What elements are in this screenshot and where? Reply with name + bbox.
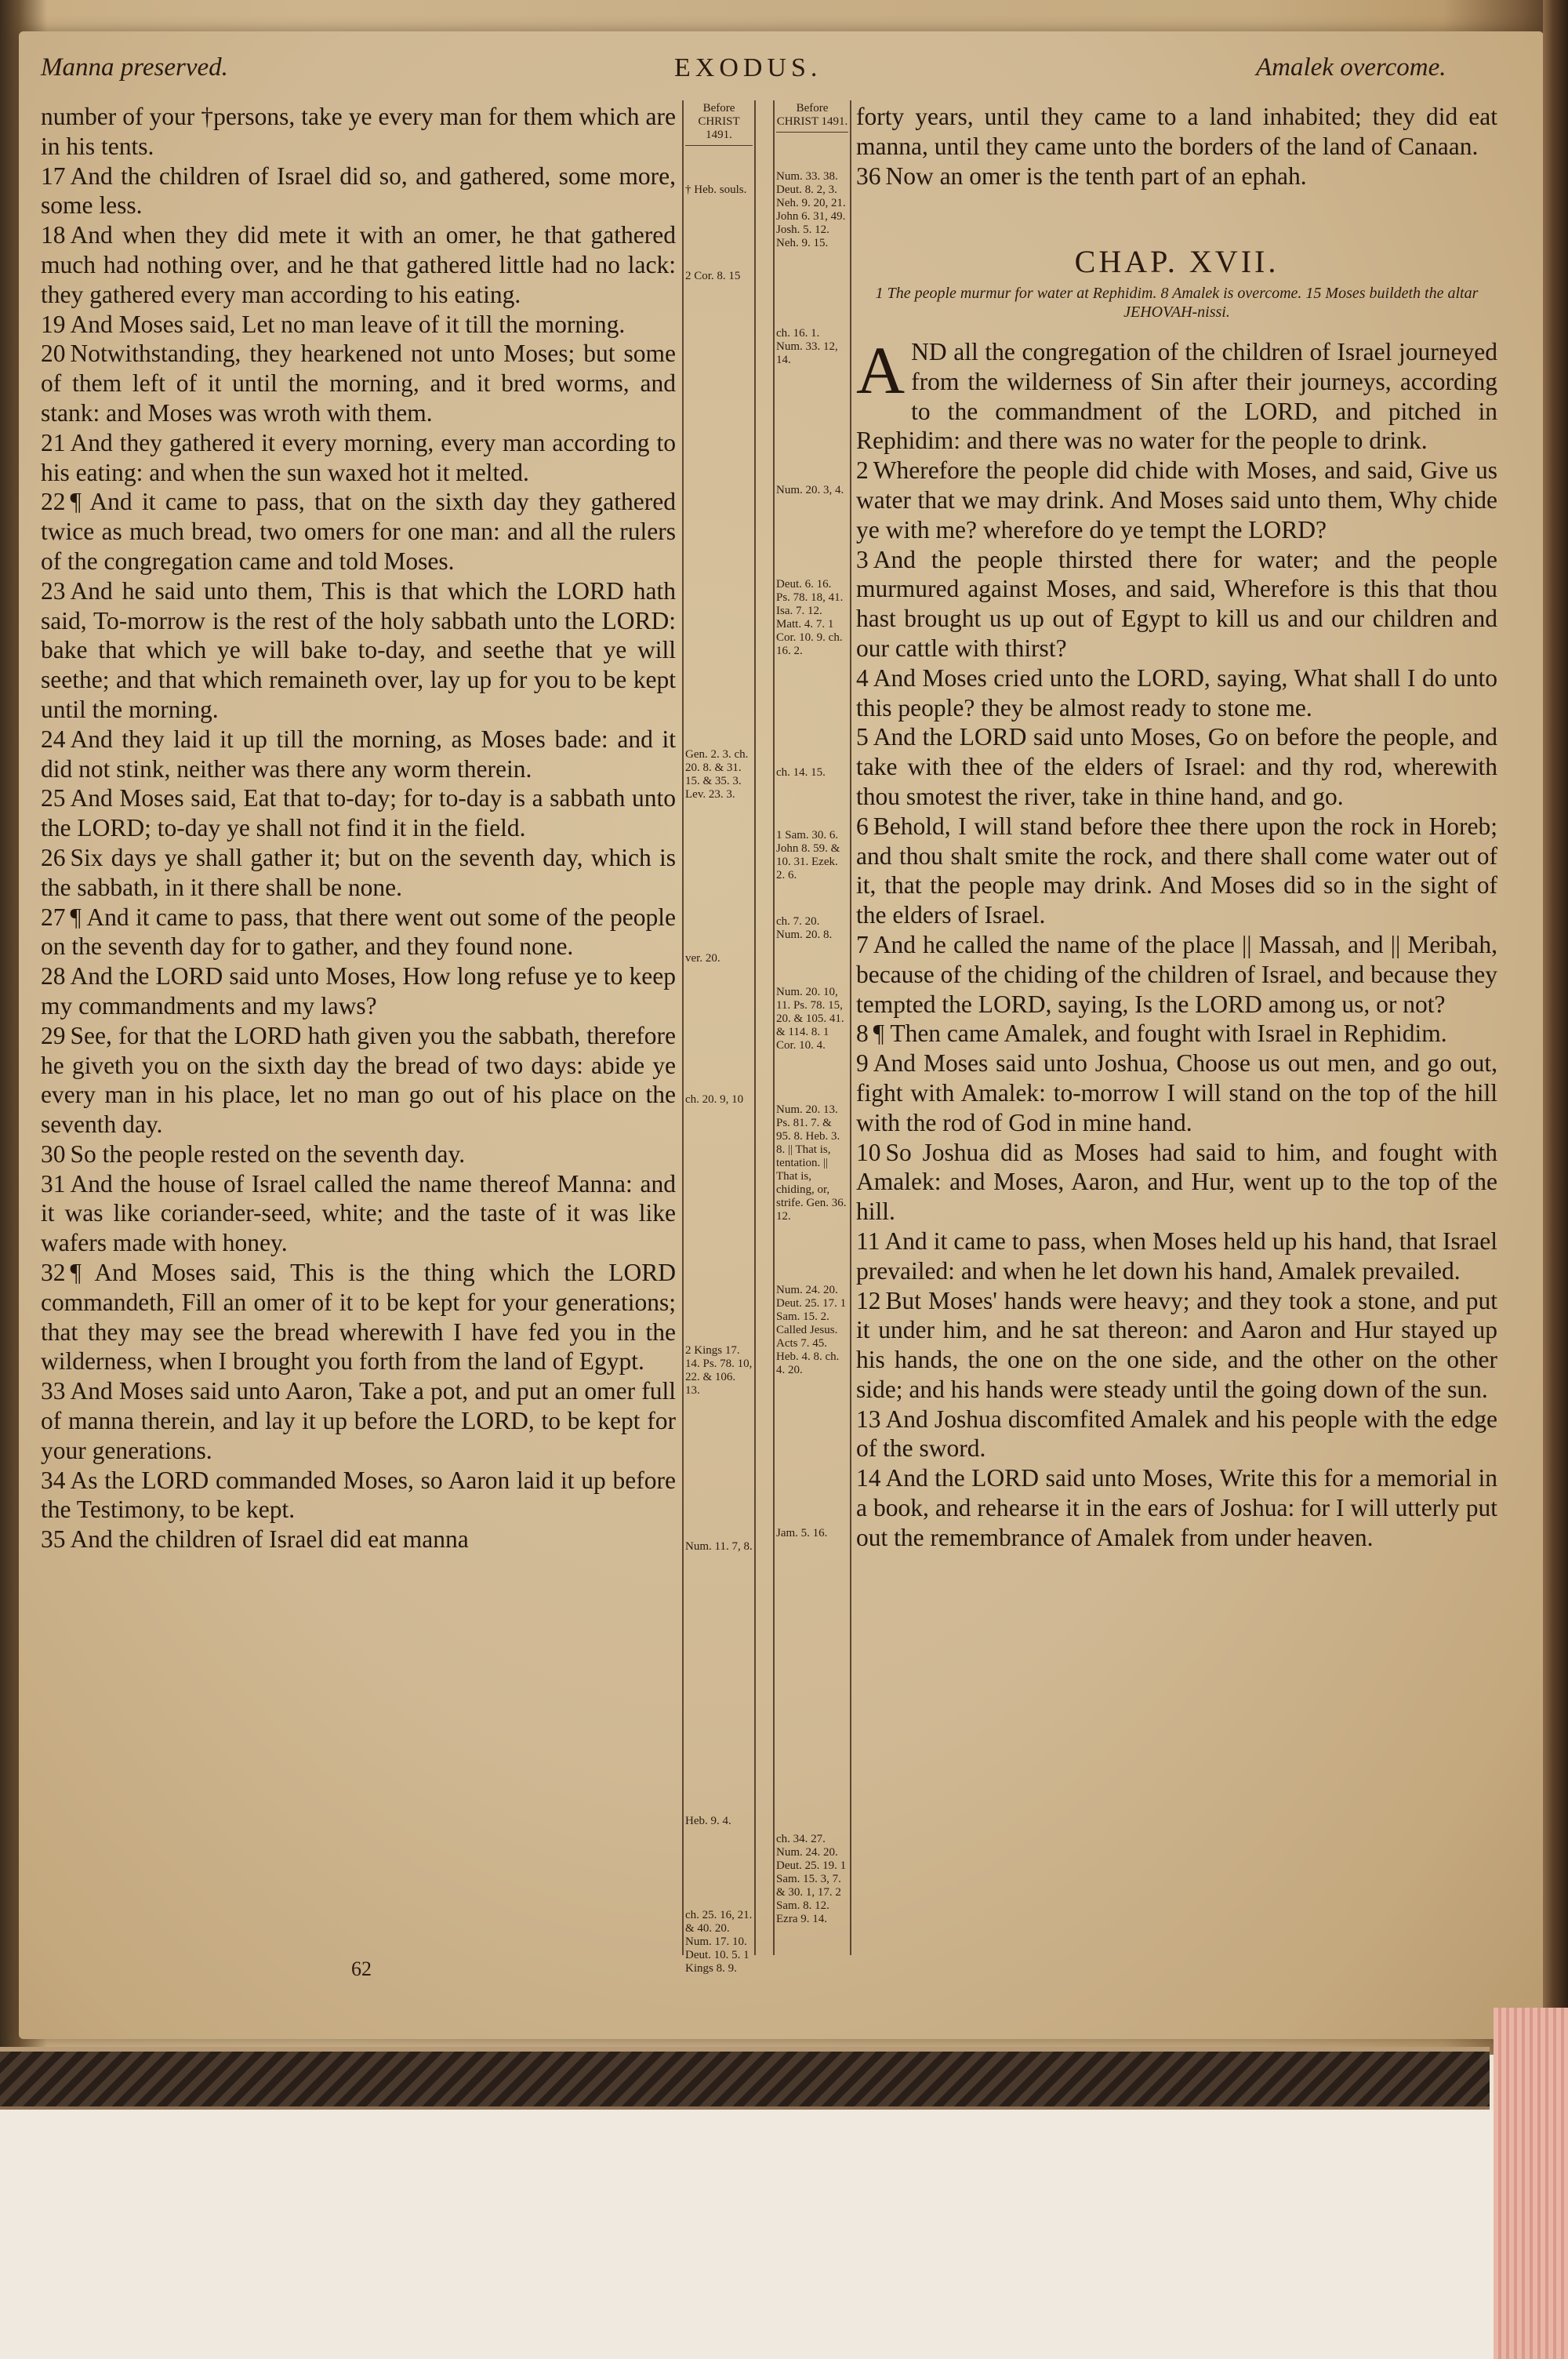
verse [41,1466,676,1525]
verse [41,1169,676,1258]
verse [41,961,676,1021]
column-rule [682,100,684,1955]
verse [41,339,676,427]
verse-text: Behold, I will stand before thee there upon the rock in Horeb; and thou shalt smite the rock, and there shall come water out of it, that the people may drink. And Moses did so in the sight of the elders of Israel. [856,812,1497,929]
right-text-column [856,333,1497,1553]
verse [856,1019,1497,1049]
cross-reference: 2 Cor. 8. 15 [685,270,741,282]
verse-text: And Moses said unto Aaron, Take a pot, and put an omer full of manna therein, and lay it up before the LORD, to be kept for your generations. [41,1377,676,1464]
cross-reference: ch. 20. 9, 10 [685,1093,744,1106]
verse [41,428,676,488]
verse-text: And the LORD said unto Moses, Go on before the people, and take with thee of the elders of Israel: and thy rod, wherewith thou smotest the river, take in thine hand, and go. [856,723,1497,810]
verse-text: And it came to pass, when Moses held up his hand, that Israel prevailed: and when he let down his hand, Amalek prevailed. [856,1227,1497,1285]
verse-text: Now an omer is the tenth part of an ephah. [885,162,1307,190]
cross-reference: Num. 24. 20. Deut. 25. 17. 1 Sam. 15. 2. Called Jesus. Acts 7. 45. Heb. 4. 8. ch. 4. 20. [776,1284,847,1376]
verse-text: And the people thirsted there for water; and the people murmured against Moses, and said, Wherefore is this that thou hast brought us up out of Egypt to kill us and our children and our cattle with thirst? [856,545,1497,662]
verse-text: Wherefore the people did chide with Moses, and said, Give us water that we may drink. And Moses said unto them, Why chide ye with me? wherefore do ye tempt the LORD? [856,456,1497,543]
verse [41,162,676,221]
verse-text: And when they did mete it with an omer, he that gathered much had nothing over, and he that gathered little had no lack: they gathered every man according to his eating. [41,221,676,308]
verse [41,310,676,340]
chapter-title: CHAP. XVII. [1074,244,1279,279]
verse-number: 3 [856,545,869,573]
verse-number: 31 [41,1169,66,1198]
verse-number: 25 [41,784,66,812]
cross-reference: † Heb. souls. [685,184,747,196]
verse-number: 9 [856,1049,869,1078]
verse-number: 17 [41,162,66,190]
page-edge-border [0,2047,1490,2111]
verse-number: 19 [41,310,66,338]
column-rule [850,100,851,1955]
cross-reference: Deut. 6. 16. Ps. 78. 18, 41. Isa. 7. 12. Matt. 4. 7. 1 Cor. 10. 9. ch. 16. 2. [776,578,844,657]
verse [41,1525,676,1554]
verse-text: And they gathered it every morning, every man according to his eating: and when the sun waxed hot it melted. [41,428,676,486]
verse [856,1138,1497,1227]
verse-number: 22 [41,488,66,516]
cross-reference: Jam. 5. 16. [776,1527,828,1539]
cross-reference: Num. 20. 13. Ps. 81. 7. & 95. 8. Heb. 3. 8. || That is, tentation. || That is, chiding, or, strife. Gen. 36. 12. [776,1103,847,1223]
drop-cap: A [856,333,906,408]
left-text-column [41,102,676,1554]
verse-text: And Moses said, Let no man leave of it till the morning. [70,310,626,338]
verse-number: 33 [41,1377,66,1405]
cross-reference: ch. 16. 1. Num. 33. 12, 14. [776,327,838,366]
book-spine [1543,0,1568,2055]
chapter-summary: 1 The people murmur for water at Rephidim. 8 Amalek is overcome. 15 Moses buildeth the altar JEHOVAH-nissi. [875,285,1479,321]
verse [41,725,676,784]
margin-heading: Before CHRIST 1491. [685,102,753,146]
verse-number: 6 [856,812,869,840]
right-text-column-top [856,102,1497,191]
verse-text: And Moses said, Eat that to-day; for to-day is a sabbath unto the LORD; to-day ye shall not find it in the field. [41,784,676,842]
verse-number: 2 [856,456,869,485]
verse-text: And they laid it up till the morning, as Moses bade: and it did not stink, neither was there any worm therein. [41,725,676,783]
verse [41,783,676,843]
column-rule [773,100,775,1955]
cloth-bookmark [1494,2008,1568,2359]
verse-number: 28 [41,962,66,990]
verse-text: See, for that the LORD hath given you the sabbath, therefore he giveth you on the sixth day the bread of two days: abide ye every man in his place, let no man go out of his place on the seventh day. [41,1021,676,1139]
verse-number: 24 [41,725,66,753]
verse [856,1405,1497,1464]
verse-text: And he said unto them, This is that which the LORD hath said, To-morrow is the rest of the holy sabbath unto the LORD: bake that which ye will bake to-day, and seethe that ye will seethe; and that which remaineth over, lay up for you to be kept until the morning. [41,576,676,723]
verse [856,722,1497,811]
verse [41,1258,676,1376]
verse [856,663,1497,723]
cross-reference: 2 Kings 17. 14. Ps. 78. 10, 22. & 106. 13. [685,1344,753,1397]
verse-number: 35 [41,1525,66,1554]
verse-number: 12 [856,1286,881,1314]
verse [856,1049,1497,1137]
verse [856,1463,1497,1552]
verse-number: 30 [41,1140,66,1168]
verse-number: 18 [41,221,66,249]
verse-text: forty years, until they came to a land inhabited; they did eat manna, until they came unto the borders of the land of Canaan. [856,103,1497,160]
verse [41,1376,676,1465]
running-head-book: EXODUS. [674,53,822,82]
verse-text: And the LORD said unto Moses, Write this for a memorial in a book, and rehearse it in the ears of Joshua: for I will utterly put out the remembrance of Amalek from under heaven. [856,1464,1497,1551]
verse-text: And the house of Israel called the name thereof Manna: and it was like coriander-seed, white; and the taste of it was like wafers made with honey. [41,1169,676,1257]
verse-number: 21 [41,428,66,456]
verse-number: 4 [856,663,869,692]
verse [41,220,676,309]
cross-reference: ch. 7. 20. Num. 20. 8. [776,915,833,941]
cross-reference: Gen. 2. 3. ch. 20. 8. & 31. 15. & 35. 3. Lev. 23. 3. [685,748,749,801]
verse [856,333,1497,456]
cross-reference: Num. 20. 3, 4. [776,484,844,496]
verse [41,102,676,162]
verse-text: So the people rested on the seventh day. [70,1140,466,1168]
cross-reference: ch. 14. 15. [776,766,826,779]
verse-text: And Moses said unto Joshua, Choose us out men, and go out, fight with Amalek: to-morrow I will stand on the top of the hill with the rod of God in mine hand. [856,1049,1497,1136]
verse-number: 8 [856,1020,869,1048]
verse-text: Notwithstanding, they hearkened not unto Moses; but some of them left of it until the morning, and it bred worms, and stank: and Moses was wroth with them. [41,340,676,427]
verse [856,1286,1497,1405]
verse [41,487,676,576]
verse-number: 26 [41,843,66,871]
verse-number: 11 [856,1227,880,1255]
running-head-left: Manna preserved. [41,53,228,82]
verse-text: And the LORD said unto Moses, How long refuse ye to keep my commandments and my laws? [41,962,676,1020]
verse-number: 27 [41,903,66,931]
verse-text: But Moses' hands were heavy; and they took a stone, and put it under him, and he sat thereon: and Aaron and Hur stayed up his hands, the one on the one side, and the other on the other side; and his hands were steady until the going down of the sun. [856,1286,1497,1403]
verse-text: ¶ And it came to pass, that on the sixth day they gathered twice as much bread, two omers for one man: and all the rulers of the congregation came and told Moses. [41,488,676,575]
cross-reference: ch. 25. 16, 21. & 40. 20. Num. 17. 10. Deut. 10. 5. 1 Kings 8. 9. [685,1909,753,1975]
verse-text: And he called the name of the place || Massah, and || Meribah, because of the chiding of the children of Israel, and because they tempted the LORD, saying, Is the LORD among us, or not? [856,930,1497,1018]
running-head-right: Amalek overcome. [1256,53,1446,82]
margin-refs-left [685,102,753,1975]
verse-number: 5 [856,723,869,751]
verse-text: ¶ Then came Amalek, and fought with Israel in Rephidim. [873,1020,1447,1048]
verse [41,576,676,725]
column-rule [754,100,756,1955]
verse-number: 14 [856,1464,881,1492]
verse-number: 29 [41,1021,66,1049]
verse-text: So Joshua did as Moses had said to him, and fought with Amalek: and Moses, Aaron, and Hur, went up to the top of the hill. [856,1138,1497,1226]
verse-number: 36 [856,162,881,190]
verse [856,930,1497,1019]
verse-text: Six days ye shall gather it; but on the seventh day, which is the sabbath, in it there shall be none. [41,843,676,901]
verse-number: 13 [856,1405,881,1433]
verse-number: 23 [41,576,66,605]
verse-number: 10 [856,1138,881,1166]
verse-text: number of your †persons, take ye every man for them which are in his tents. [41,103,676,160]
verse-text: And the children of Israel did eat manna [70,1525,469,1554]
cross-reference: Num. 20. 10, 11. Ps. 78. 15, 20. & 105. 41. & 114. 8. 1 Cor. 10. 4. [776,986,844,1052]
verse-text: And Joshua discomfited Amalek and his people with the edge of the sword. [856,1405,1497,1463]
verse [41,1140,676,1169]
verse [856,456,1497,544]
cross-reference: 1 Sam. 30. 6. John 8. 59. & 10. 31. Ezek. 2. 6. [776,829,840,881]
verse-number: 32 [41,1259,66,1287]
verse [856,1227,1497,1286]
margin-heading: Before CHRIST 1491. [776,102,848,133]
table-surface [0,2110,1568,2359]
verse [41,903,676,962]
margin-refs-right [776,102,848,1925]
verse-text: ¶ And Moses said, This is the thing which the LORD commandeth, Fill an omer of it to be kept for your generations; that they may see the bread wherewith I have fed you in the wilderness, when I brought you forth from the land of Egypt. [41,1259,676,1376]
verse [856,812,1497,930]
cross-reference: ver. 20. [685,952,720,965]
verse-text: And Moses cried unto the LORD, saying, What shall I do unto this people? they be almost ready to stone me. [856,663,1497,722]
verse-text: As the LORD commanded Moses, so Aaron laid it up before the Testimony, to be kept. [41,1466,676,1524]
verse [856,545,1497,663]
verse [856,102,1497,162]
page-number: 62 [351,1957,372,1980]
verse-text: ND all the congregation of the children of Israel journeyed from the wilderness of Sin after their journeys, according to the commandment of the LORD, and pitched in Rephidim: and there was no water for the people to drink. [856,338,1497,455]
verse [41,843,676,903]
cross-reference: ch. 34. 27. Num. 24. 20. Deut. 25. 19. 1 Sam. 15. 3, 7. & 30. 1, 17. 2 Sam. 8. 12. Ezra 9. 14. [776,1833,847,1925]
cross-reference: Num. 11. 7, 8. [685,1540,753,1553]
cross-reference: Num. 33. 38. Deut. 8. 2, 3. Neh. 9. 20, 21. John 6. 31, 49. Josh. 5. 12. Neh. 9. 15. [776,170,846,249]
verse [41,1021,676,1140]
verse-number: 20 [41,340,66,368]
verse-number: 7 [856,930,869,958]
cross-reference: Heb. 9. 4. [685,1815,731,1827]
verse-text: ¶ And it came to pass, that there went out some of the people on the seventh day for to gather, and they found none. [41,903,676,961]
verse [856,162,1497,191]
verse-text: And the children of Israel did so, and gathered, some more, some less. [41,162,676,220]
verse-number: 34 [41,1466,66,1494]
